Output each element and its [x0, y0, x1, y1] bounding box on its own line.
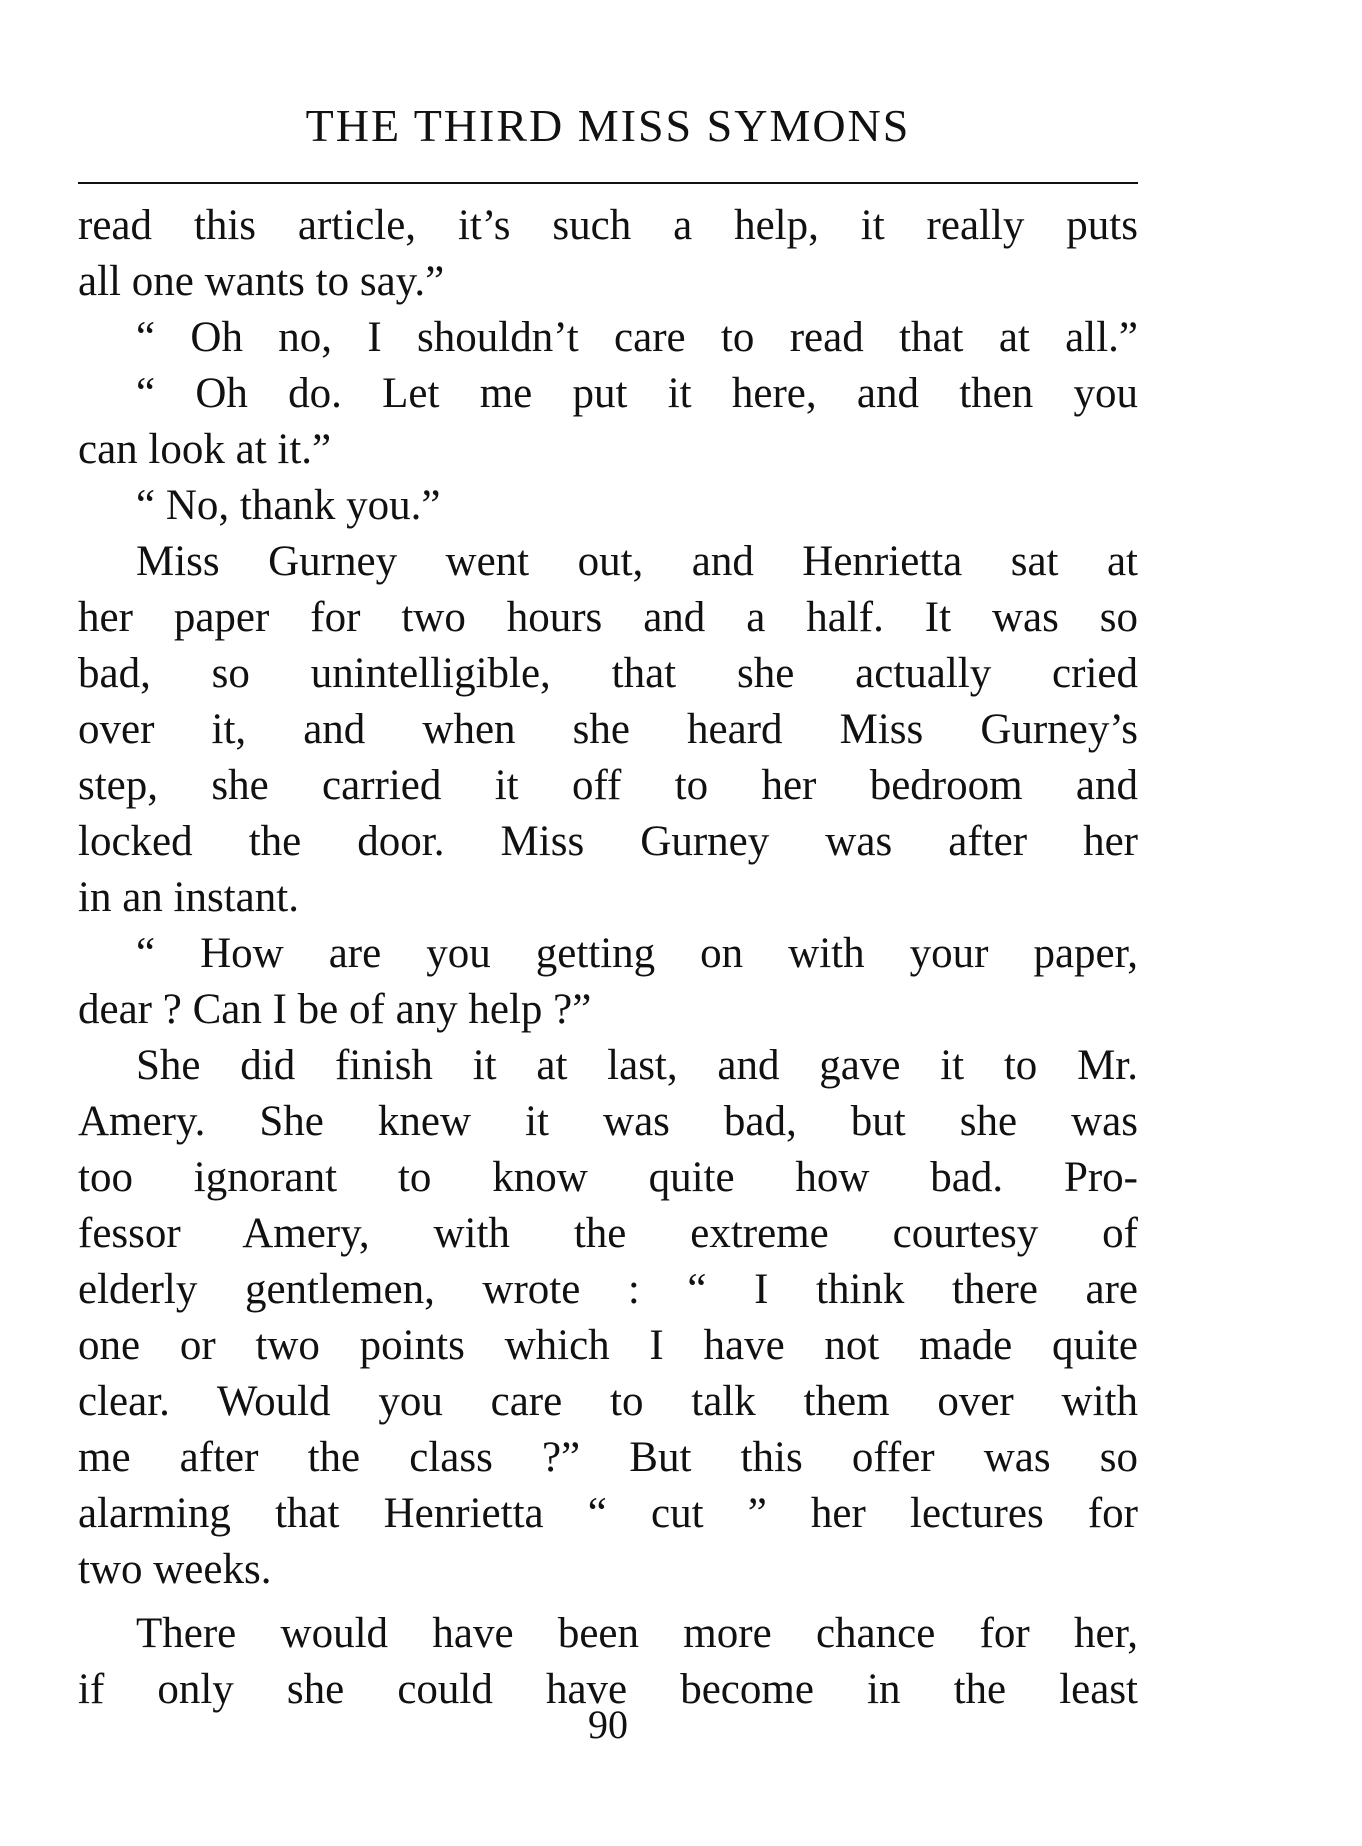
text-line: in an instant. [78, 874, 299, 921]
running-title: THE THIRD MISS SYMONS [305, 100, 911, 151]
text-line: “ How are you getting on with your paper, [136, 930, 1138, 977]
text-line: one or two points which I have not made quite [78, 1322, 1138, 1369]
text-line: read this article, it’s such a help, it really puts [78, 202, 1138, 249]
text-line: bad, so unintelligible, that she actually cried [78, 650, 1138, 697]
text-line: There would have been more chance for her, [136, 1610, 1138, 1657]
text-line: me after the class ?” But this offer was so [78, 1434, 1138, 1481]
text-line: fessor Amery, with the extreme courtesy of [78, 1210, 1138, 1257]
text-line: dear ? Can I be of any help ?” [78, 986, 592, 1033]
text-line: “ Oh no, I shouldn’t care to read that at all.” [136, 314, 1138, 361]
text-line: She did finish it at last, and gave it to Mr. [136, 1042, 1138, 1089]
body-text [78, 198, 1138, 1718]
header-rule [78, 182, 1138, 184]
text-line: can look at it.” [78, 426, 332, 473]
text-line: two weeks. [78, 1546, 272, 1593]
page-number: 90 [588, 1702, 628, 1747]
text-line: clear. Would you care to talk them over with [78, 1378, 1138, 1425]
text-line: her paper for two hours and a half. It was so [78, 594, 1138, 641]
text-line: step, she carried it off to her bedroom and [78, 762, 1138, 809]
text-line: all one wants to say.” [78, 258, 445, 305]
text-line: “ No, thank you.” [136, 482, 441, 529]
text-line: “ Oh do. Let me put it here, and then you [136, 370, 1138, 417]
text-line: elderly gentlemen, wrote : “ I think there are [78, 1266, 1138, 1313]
text-line: Amery. She knew it was bad, but she was [78, 1098, 1138, 1145]
text-line: too ignorant to know quite how bad. Pro- [78, 1154, 1138, 1201]
text-line: if only she could have become in the least [78, 1666, 1138, 1713]
text-line: alarming that Henrietta “ cut ” her lectures for [78, 1490, 1138, 1537]
text-line: locked the door. Miss Gurney was after her [78, 818, 1138, 865]
text-line: Miss Gurney went out, and Henrietta sat at [136, 538, 1138, 585]
text-line: over it, and when she heard Miss Gurney’s [78, 706, 1138, 753]
